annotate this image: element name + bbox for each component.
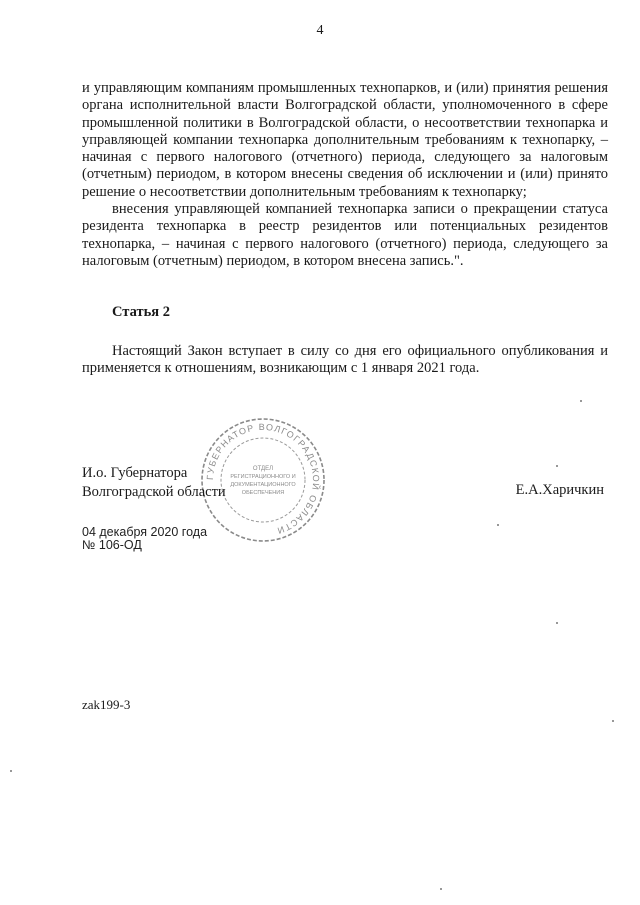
scan-speck (556, 465, 558, 467)
stamp-center-line2: РЕГИСТРАЦИОННОГО И (230, 474, 296, 480)
scan-speck (440, 888, 442, 890)
paragraph-termination: внесения управляющей компанией технопарка записи о прекращении статуса резидента технопарка в реестр резидентов или потенциальных резидентов технопарка, – начиная с первого налогового (отчетного) периода, следующего за налоговым (отчетным) периодом, в котором внесена запись.". (82, 201, 608, 269)
signer-title-line2: Волгоградской области (82, 483, 226, 500)
scan-speck (497, 524, 499, 526)
article-heading: Статья 2 (112, 304, 170, 320)
page-number: 4 (316, 23, 324, 38)
stamp-center-line4: ОБЕСПЕЧЕНИЯ (241, 490, 285, 496)
stamp-ring-text: ГУБЕРНАТОР ВОЛГОГРАДСКОЙ ОБЛАСТИ (204, 421, 322, 537)
paragraph-exclusion: и управляющим компаниям промышленных технопарков, и (или) принятия решения органа исполнительной власти Волгоградской области, уполномоченного в сфере промышленной политики в Волгоградской области, о несоответствии технопарка и управляющей компании технопарка дополнительным требованиям к технопарку, – начиная с первого налогового (отчетного) периода, следующего за налоговым (отчетным) периодом, в котором внесены сведения об исключении и (или) принято решение о несоответствии дополнительным требованиям к технопарку; (82, 80, 608, 200)
signer-title (82, 464, 226, 501)
scan-speck (612, 720, 614, 722)
signer-name: Е.А.Харичкин (515, 482, 604, 498)
stamp-center-line3: ДОКУМЕНТАЦИОННОГО (230, 482, 296, 488)
article-paragraph: Настоящий Закон вступает в силу со дня его официального опубликования и применяется к отношениям, возникающим с 1 января 2021 года. (82, 343, 608, 377)
signer-title-line1: И.о. Губернатора (82, 465, 188, 481)
document-meta (82, 526, 207, 552)
scan-speck (10, 770, 12, 772)
scan-speck (580, 400, 582, 402)
document-number: № 106-ОД (82, 538, 142, 552)
article-text (82, 343, 608, 378)
law-body-text (82, 80, 608, 270)
scan-speck (556, 622, 558, 624)
stamp-center-line1: ОТДЕЛ (252, 466, 274, 472)
file-code: zak199-3 (82, 697, 131, 712)
document-date: 04 декабря 2020 года (82, 525, 208, 539)
